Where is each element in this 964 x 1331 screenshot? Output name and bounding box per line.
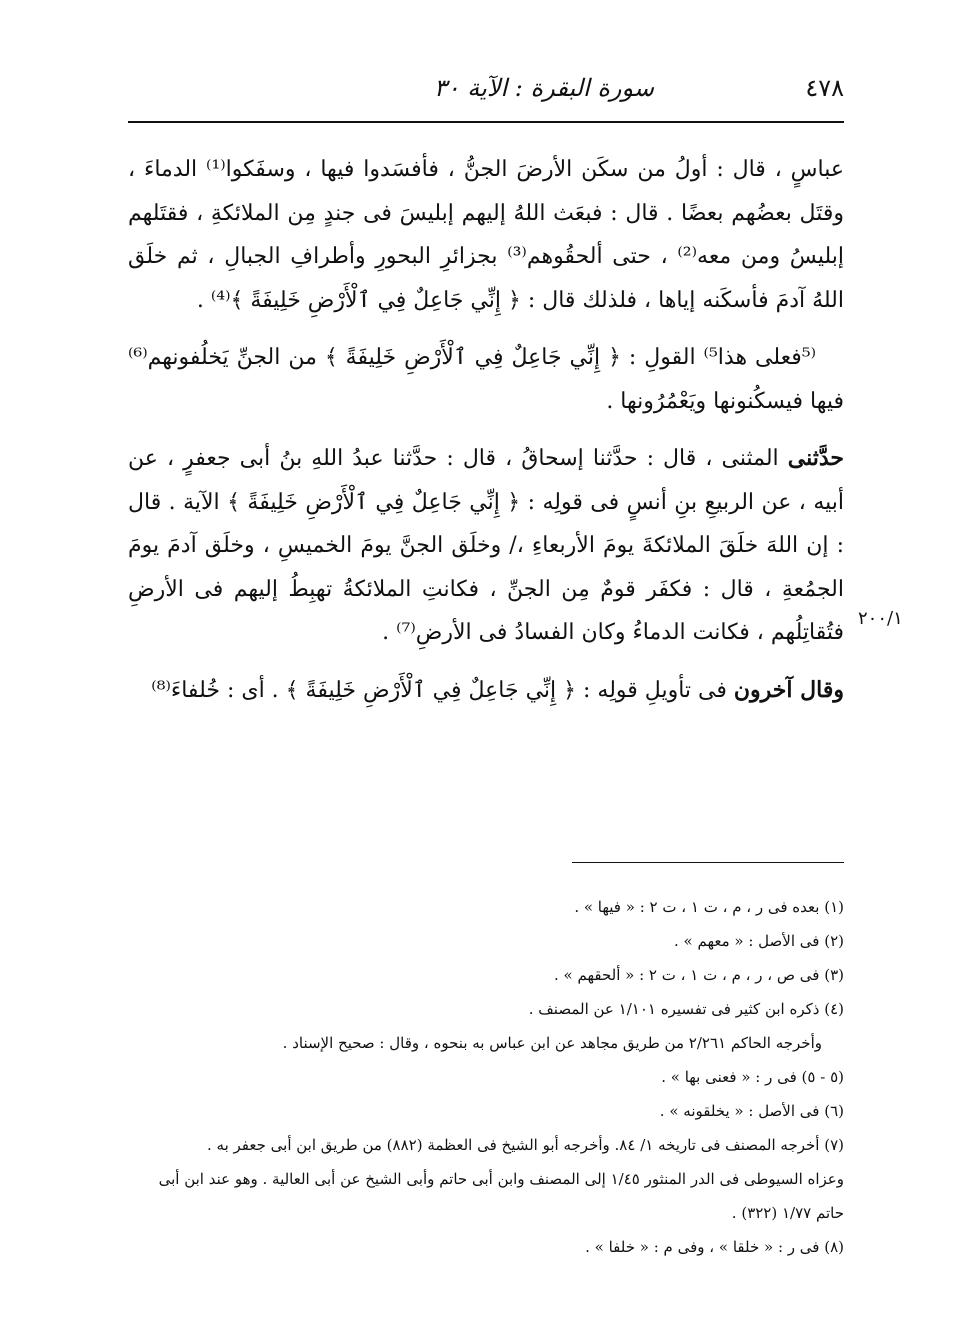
margin-reference: ٢٠٠/١ xyxy=(858,608,903,629)
footnote-8: (٨) فى ر : « خلقا » ، وفى م : « خلفا » . xyxy=(585,1238,844,1256)
footnotes xyxy=(128,890,844,1264)
paragraph-3-text: المثنى ، قال : حدَّثنا إسحاقُ ، قال : حدَّثنا عبدُ اللهِ بنُ أبى جعفرٍ ، عن أبيه ، عن الربيعِ بنِ أنسٍ فى قولِه : ﴿ إِنِّي جَاعِلٌ فِي ٱلْأَرْضِ خَلِيفَةً ﴾ الآية . قال : إن اللهَ خلَقَ الملائكةَ يومَ الأربعاءِ ،/ وخلَق الجنَّ يومَ الخميسِ ، وخلَق آدمَ يومَ الجمُعةِ ، قال : فكفَر قومٌ مِن الجنِّ ، فكانتِ الملائكةُ تهبِطُ إليهم فى الأرضِ فتُقاتِلُهم ، فكانت الدماءُ وكان الفسادُ فى الأرضِ⁽⁷⁾ . xyxy=(128,446,844,645)
footnote-4: (٤) ذكره ابن كثير فى تفسيره ١/١٠١ عن المصنف . xyxy=(528,1000,844,1018)
main-text xyxy=(128,148,844,712)
footnote-1: (١) بعده فى ر ، م ، ت ١ ، ت ٢ : « فيها » . xyxy=(574,898,844,916)
footnote-5: (٥ - ٥) فى ر : « فعنى بها » . xyxy=(661,1068,844,1086)
page-header xyxy=(128,70,844,110)
paragraph-4-text: فى تأويلِ قولِه : ﴿ إِنِّي جَاعِلٌ فِي ٱلْأَرْضِ خَلِيفَةً ﴾ . أى : خُلفاءَ⁽⁸⁾ xyxy=(151,677,727,703)
footnote-7: (٧) أخرجه المصنف فى تاريخه ١/ ٨٤. وأخرجه أبو الشيخ فى العظمة (٨٨٢) من طريق ابن أبى جعفر به . xyxy=(206,1136,844,1154)
footnote-6: (٦) فى الأصل : « يخلقونه » . xyxy=(659,1102,844,1120)
footnote-4-continuation: وأخرجه الحاكم ٢/٢٦١ من طريق مجاهد عن ابن عباس به بنحوه ، وقال : صحيح الإسناد . xyxy=(282,1034,822,1052)
footnote-rule xyxy=(572,862,844,863)
paragraph-1: عباسٍ ، قال : أولُ من سكَن الأرضَ الجنُّ ، فأفسَدوا فيها ، وسفَكوا⁽¹⁾ الدماءَ ، وقتَل بعضُهم بعضًا . قال : فبعَث اللهُ إليهم إبليسَ فى جندٍ مِن الملائكةِ ، فقتَلهم إبليسُ ومن معه⁽²⁾ ، حتى ألحقُوهم⁽³⁾ بجزائرِ البحورِ وأطرافِ الجبالِ ، ثم خلَق اللهُ آدمَ فأسكَنه إياها ، فلذلك قال : ﴿ إِنِّي جَاعِلٌ فِي ٱلْأَرْضِ خَلِيفَةً ﴾⁽⁴⁾ . xyxy=(128,157,844,313)
paragraph-4-lead: وقال آخرون xyxy=(733,676,844,703)
footnote-3: (٣) فى ص ، ر ، م ، ت ١ ، ت ٢ : « ألحقهم » . xyxy=(554,966,844,984)
footnote-7-continuation: وعزاه السيوطى فى الدر المنثور ١/٤٥ إلى المصنف وابن أبى حاتم وأبى الشيخ عن أبى العالية . وهو عند ابن أبى xyxy=(158,1170,844,1188)
page-number: ٤٧٨ xyxy=(805,74,844,102)
running-title: سورة البقرة : الآية ٣٠ xyxy=(433,74,654,102)
paragraph-3-lead: حدَّثنى xyxy=(787,445,844,471)
paragraph-3 xyxy=(128,437,844,655)
paragraph-4 xyxy=(128,669,844,713)
footnote-7-continuation-2: حاتم ١/٧٧ (٣٢٢) . xyxy=(731,1204,844,1222)
footnote-2: (٢) فى الأصل : « معهم » . xyxy=(674,932,844,950)
paragraph-2: ⁽⁵فعلى هذا⁵⁾ القولِ : ﴿ إِنِّي جَاعِلٌ فِي ٱلْأَرْضِ خَلِيفَةً ﴾ من الجنِّ يَخلُفونهم⁽⁶⁾ فيها فيسكُنونها ويَعْمُرُونها . xyxy=(128,345,844,414)
header-rule xyxy=(128,121,844,123)
